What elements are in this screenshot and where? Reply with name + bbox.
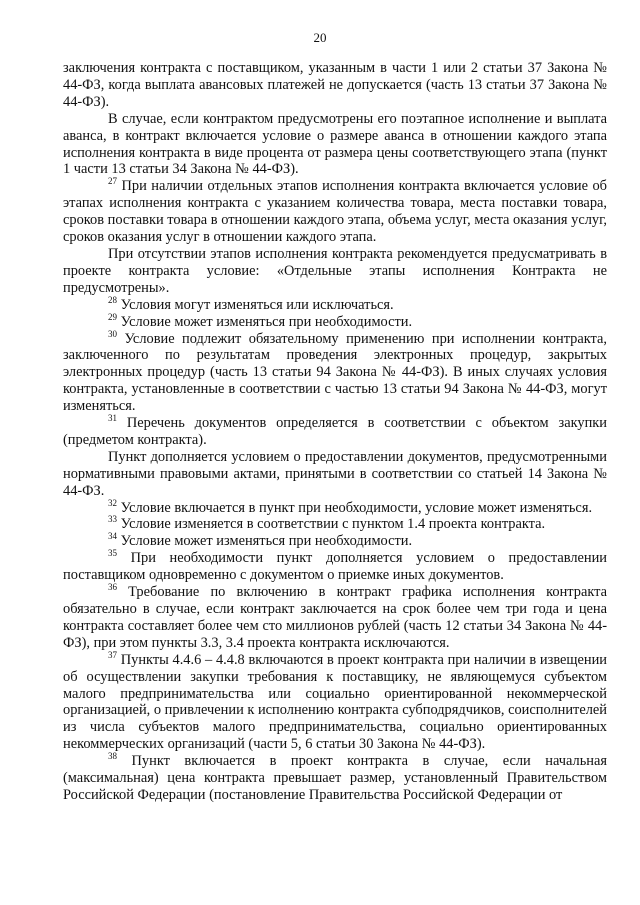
paragraph — [63, 111, 607, 179]
paragraph-text: Требование по включению в контракт графика исполнения контракта обязательно в случае, если контракт заключается на срок более чем три года и цена контракта составляет более чем сто миллионов рублей (часть 12 статьи 34 Закона № 44-ФЗ), при этом пункты 3.3, 3.4 проекта контракта исключаются. — [63, 584, 607, 651]
paragraph — [63, 753, 607, 804]
paragraph — [63, 649, 607, 753]
paragraph-text: При необходимости пункт дополняется условием о предоставлении поставщиком одновременно с документом о приемке иных документов. — [63, 550, 607, 584]
paragraph — [63, 449, 607, 500]
footnote-marker: 35 — [108, 548, 117, 559]
paragraph-text: Условие может изменяться при необходимости. — [120, 313, 413, 330]
footnote-marker: 37 — [108, 649, 117, 660]
paragraph — [63, 497, 607, 517]
paragraph — [63, 60, 607, 111]
footnote-marker: 32 — [108, 497, 117, 508]
paragraph-text: Условие подлежит обязательному применению при исполнении контракта, заключенного по результатам проведения электронных процедур, закрытых электронных процедур (часть 13 статьи 94 Закона № 44-ФЗ). В иных случаях условия контракта, установленные в соответствии с частью 13 статьи 94 Закона № 44-ФЗ, могут изменяться. — [63, 330, 607, 415]
paragraph-text: Условия могут изменяться или исключаться. — [120, 296, 394, 313]
paragraph — [63, 516, 607, 533]
footnote-marker: 29 — [108, 311, 117, 322]
footnote-marker: 28 — [108, 294, 117, 305]
footnote-marker: 31 — [108, 413, 117, 424]
paragraph — [63, 533, 607, 550]
body-text — [63, 60, 607, 804]
paragraph-text: Условие может изменяться при необходимости. — [120, 533, 413, 550]
paragraph — [63, 584, 607, 652]
paragraph-text: При отсутствии этапов исполнения контракта рекомендуется предусматривать в проекте контракта условие: «Отдельные этапы исполнения Контракта не предусмотрены». — [63, 245, 607, 296]
footnote-marker: 30 — [108, 328, 117, 339]
paragraph — [63, 415, 607, 449]
paragraph — [63, 328, 607, 416]
footnote-marker: 27 — [108, 176, 117, 187]
paragraph-text: Условие включается в пункт при необходимости, условие может изменяться. — [120, 499, 593, 516]
paragraph-text: Перечень документов определяется в соответствии с объектом закупки (предметом контракта). — [63, 415, 607, 448]
paragraph-text: Условие изменяется в соответствии с пунктом 1.4 проекта контракта. — [120, 516, 546, 533]
footnote-marker: 36 — [108, 582, 117, 593]
footnote-marker: 34 — [108, 531, 117, 542]
paragraph — [63, 311, 607, 331]
footnote-marker: 38 — [108, 751, 117, 762]
paragraph-text: Пункты 4.4.6 – 4.4.8 включаются в проект контракта при наличии в извещении об осуществлении закупки требования к поставщику, не являющемуся субъектом малого предпринимательства или социально ориентированной некоммерческой организацией, о привлечении к исполнению контракта субподрядчиков, соисполнителей из числа субъектов малого предпринимательства, социально ориентированных некоммерческих организаций (части 5, 6 статьи 30 Закона № 44-ФЗ). — [63, 651, 607, 753]
paragraph — [63, 294, 607, 314]
page-number: 20 — [313, 30, 327, 45]
paragraph — [63, 550, 607, 584]
paragraph-text: При наличии отдельных этапов исполнения контракта включается условие об этапах исполнения контракта с указанием количества товара, места поставки товара, сроков поставки товара в отношении каждого этапа, объема услуг, места оказания услуг, сроков оказания услуг в отношении каждого этапа. — [63, 178, 607, 246]
paragraph-text: Пункт включается в проект контракта в случае, если начальная (максимальная) цена контракта превышает размер, установленный Правительством Российской Федерации (постановление Правительства Российской Федерации от — [63, 753, 607, 803]
paragraph — [63, 178, 607, 246]
footnote-marker: 33 — [108, 514, 117, 525]
paragraph-text: заключения контракта с поставщиком, указанным в части 1 или 2 статьи 37 Закона № 44-ФЗ, когда выплата авансовых платежей не допускается (часть 13 статьи 37 Закона № 44-ФЗ). — [63, 60, 607, 110]
paragraph-text: Пункт дополняется условием о предоставлении документов, предусмотренными нормативными правовыми актами, принятыми в соответствии со статьей 14 Закона № 44-ФЗ. — [63, 448, 607, 499]
paragraph — [63, 246, 607, 297]
paragraph-text: В случае, если контрактом предусмотрены его поэтапное исполнение и выплата аванса, в контракт включается условие о размере аванса в отношении каждого этапа исполнения контракта в виде процента от размера цены соответствующего этапа (пункт 1 части 13 статьи 34 Закона № 44-ФЗ). — [63, 110, 607, 178]
